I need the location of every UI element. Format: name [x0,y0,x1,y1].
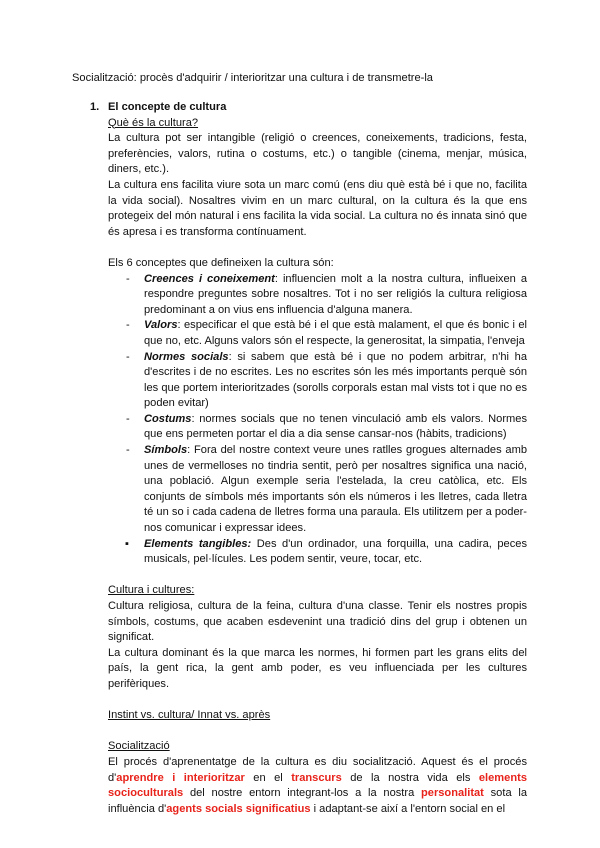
instint-heading: Instint vs. cultura/ Innat vs. après [108,709,271,722]
concepts-intro: Els 6 conceptes que defineixen la cultura són: [108,256,334,269]
que-es-paragraph-1: La cultura pot ser intangible (religió o creences, coneixements, tradicions, festa, preferències, valors, rutina o costums, etc.) o tangible (cinema, menjar, música, diners, etc.). [108,132,527,176]
cultures-paragraph-1: Cultura religiosa, cultura de la feina, cultura d'una classe. Tenir els nostres propis símbols, costums, que acaben esdevenint una tradició dins del grup i obtenen un significat. [108,600,527,644]
section-title-text: El concepte de cultura [108,101,227,113]
highlight-term: personalitat [421,787,484,800]
highlight-term: aprendre i interioritzar [116,771,245,784]
list-item: - Símbols: Fora del nostre context veure unes ratlles grogues alternades amb unes de vermelloses no tindria sentit, però per nosaltres significa una nació, una població. Algun exemple seria l'estelada, la creu catòlica, etc. Els conjunts de símbols més importants són els números i les lletres, cada lletra té un so i cada cadena de lletres forma una paraula. Els utilitzem per a poder-nos comunicar i expressar idees. [144,443,527,537]
list-item: - Normes socials: si sabem que està bé i que no podem arbitrar, n'hi ha d'escrites i de no escrites. Les no escrites són les més importants perquè són les que portem interioritzades (sorolls corporals estan mal vists tot i que no es poden evitar) [144,350,527,412]
section-number: 1. [90,101,100,113]
socialitzacio-heading: Socialització [108,740,170,753]
concepts-list [108,272,527,568]
socialitzacio-paragraph: El procés d'aprenentatge de la cultura es diu socialització. Aquest és el procés d'aprendre i interioritzar en el transcurs de la nostra vida els elements socioculturals del nostre entorn integrant-los a la nostra personalitat sota la influència d'agents socials significatius i adaptant-se així a l'entorn social en el [108,755,527,815]
cultures-heading: Cultura i cultures: [108,584,195,597]
cultures-paragraph-2: La cultura dominant és la que marca les normes, hi formen part les grans elits del país, la gent rica, la gent amb poder, es veu influenciada per les cultures perifèriques. [108,646,527,690]
list-item: - Creences i coneixement: influencien molt a la nostra cultura, influeixen a respondre preguntes sobre nosaltres. Tot i no ser religiós la cultura religiosa predominant a on vius ens influencia d'alguna manera. [144,272,527,319]
highlight-term: elements socioculturals [108,771,527,800]
list-item: - Valors: especificar el que està bé i el que està malament, el que és bonic i el que no, etc. Alguns valors són el respecte, la generositat, la simpatia, l'enveja [144,318,527,349]
document-header: Socialització: procès d'adquirir / interioritzar una cultura i de transmetre-la [72,72,433,84]
list-item: ▪ Elements tangibles: Des d'un ordinador, una forquilla, una cadira, peces musicals, pel·lícules. Les podem sentir, veure, tocar, etc. [144,537,527,568]
que-es-paragraph-2: La cultura ens facilita viure sota un marc comú (ens diu què està bé i que no, facilita la vida social). Nosaltres vivim en un marc cultural, on la cultura és la que ens protegeix del món natural i ens facilita la vida social. La cultura no és innata sinó que és apresa i es transforma contínuament. [108,178,527,238]
highlight-term: transcurs [291,771,342,784]
list-item: - Costums: normes socials que no tenen vinculació amb els valors. Normes que ens permeten portar el dia a dia sense cansar-nos (hàbits, tradicions) [144,412,527,443]
document-body [90,100,527,817]
que-es-heading: Què és la cultura? [108,116,199,129]
section-title [90,100,527,116]
highlight-term: agents socials significatius [166,802,311,815]
